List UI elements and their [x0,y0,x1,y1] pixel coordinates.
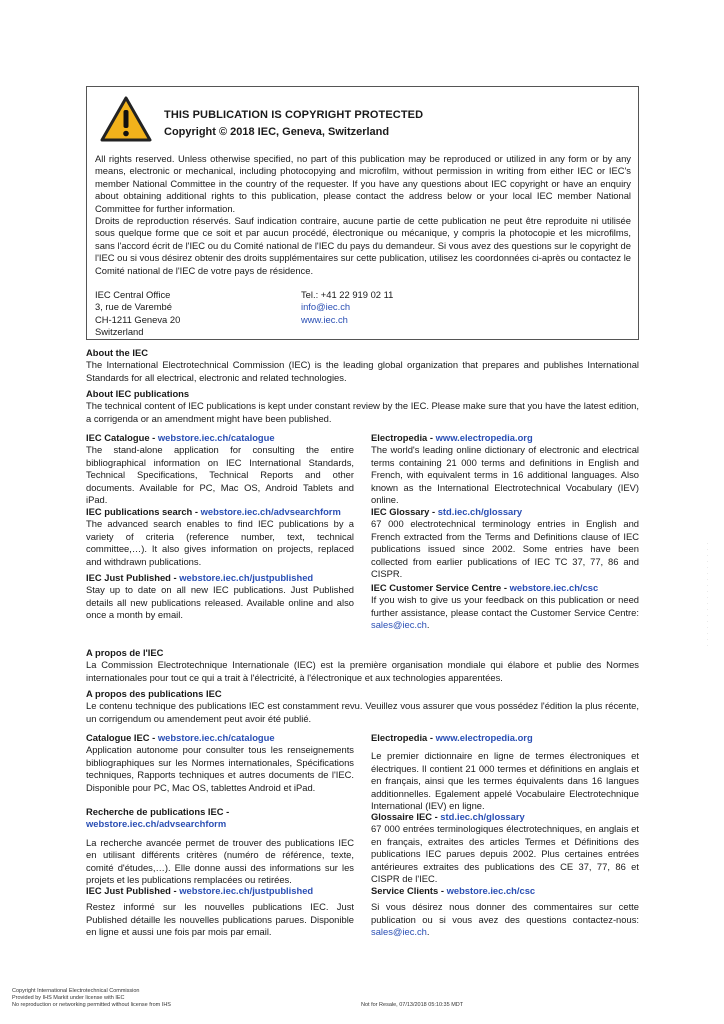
license-footer: Copyright International Electrotechnical Commission Provided by IHS Markit under license with IEC No reproduction or networking permitted without license from IHS [12,988,171,1008]
csc-link[interactable]: webstore.iec.ch/csc [509,582,599,593]
item-text: Le premier dictionnaire en ligne de termes électroniques et électriques. Il contient 21 000 termes et définitions en anglais et en français, ainsi que les termes équivalents dans 16 langues additionnelles. Egalement appelé Vocabulaire Electrotechnique International (IEV) en ligne. [371,750,639,812]
margin-marks: . . . . . . . . . . . . . . . . . . [707,540,709,648]
notice-title: THIS PUBLICATION IS COPYRIGHT PROTECTED [164,109,424,121]
item-text: The stand-alone application for consulting the entire bibliographical information on IEC International Standards, Technical Specifications, Technical Reports and other documents. Available for PC, Mac OS, Android Tablets and iPad. [86,444,354,506]
address-line: IEC Central Office [95,289,171,300]
resale-footer: Not for Resale, 07/13/2018 05:10:35 MDT [361,1002,464,1008]
section-text: Le contenu technique des publications IEC est constamment revu. Veuillez vous assurer que vous possédez l'édition la plus récente, un corrigendum ou amendement peut avoir été publié. [86,700,639,724]
item-heading: Service Clients - webstore.iec.ch/csc [371,885,536,896]
item-heading: IEC publications search - webstore.iec.ch/advsearchform [86,506,341,517]
electropedia-link[interactable]: www.electropedia.org [435,732,533,743]
notice-paragraph-en: All rights reserved. Unless otherwise specified, no part of this publication may be reproduced or utilized in any form or by any means, electronic or mechanical, including photocopying and microfilm, without permission in writing from either IEC or IEC's member National Committee in the country of the requester. If you have any questions about IEC copyright or have an enquiry about obtaining additional rights to this publication, please contact the address below or your local IEC member National Committee for further information. [95,153,631,214]
electropedia-en [371,432,639,506]
about-publications-fr [86,688,639,725]
item-text: The world's leading online dictionary of electronic and electrical terms containing 21 000 terms and definitions in English and French, with equivalent terms in 16 additional languages. Also known as the International Electrotechnical Vocabulary (IEV) online. [371,444,639,506]
email-link[interactable]: info@iec.ch [301,301,351,313]
advsearch-link[interactable]: webstore.iec.ch/advsearchform [86,818,227,830]
item-heading: IEC Catalogue - webstore.iec.ch/catalogue [86,432,275,443]
copyright-notice-box [86,86,639,340]
recherche-publications-fr [86,806,354,886]
item-heading: IEC Just Published - webstore.iec.ch/justpublished [86,572,314,583]
item-heading: IEC Glossary - std.iec.ch/glossary [371,506,523,517]
address-line: CH-1211 Geneva 20 [95,313,181,325]
about-iec-fr [86,647,639,684]
item-text: Application autonome pour consulter tous les renseignements bibliographiques sur les Normes internationales, Spécifications techniques, Rapports techniques et autres documents de l'IEC. Disponible pour PC, Mac OS, tablettes Android et iPad. [86,744,354,793]
section-heading: About IEC publications [86,388,190,399]
address-line: Switzerland [95,326,144,338]
csc-link[interactable]: webstore.iec.ch/csc [446,885,536,896]
notice-copyright: Copyright © 2018 IEC, Geneva, Switzerland [164,126,390,138]
item-text: 67 000 electrotechnical terminology entries in English and French extracted from the Terms and Definitions clause of IEC publications issued since 2002. Some entries have been collected from earlier publications of IEC TC 37, 77, 86 and CISPR. [371,518,639,580]
item-heading: Electropedia - www.electropedia.org [371,732,533,743]
iec-publications-search-en [86,506,354,568]
catalogue-iec-fr [86,732,354,794]
sales-email-link[interactable]: sales@iec.ch [371,619,427,631]
item-text: The advanced search enables to find IEC publications by a variety of criteria (reference number, text, technical committee,…). It also gives information on projects, replaced and withdrawn publications. [86,518,354,567]
iec-just-published-en [86,572,354,622]
advsearch-link[interactable]: webstore.iec.ch/advsearchform [200,506,341,517]
iec-customer-service-en [371,582,639,632]
item-text: 67 000 entrées terminologiques électrotechniques, en anglais et en français, extraites des articles Termes et Définitions des publications IEC parues depuis 2002. Plus certaines entrées antérieures extraites des publications des CE 37, 77, 86 et CISPR de l'IEC. [371,823,639,885]
section-text: The International Electrotechnical Commission (IEC) is the leading global organization that prepares and publishes International Standards for all electrical, electronic and related technologies. [86,359,639,383]
iec-just-published-fr [86,885,354,939]
warning-icon [100,95,152,143]
item-heading: IEC Just Published - webstore.iec.ch/justpublished [86,885,314,896]
address-line: 3, rue de Varembé [95,301,172,313]
item-text: Stay up to date on all new IEC publications. Just Published details all new publications released. Available online and also once a month by email. [86,584,354,621]
item-heading: Recherche de publications IEC - webstore.iec.ch/advsearchform [86,806,230,830]
about-iec-en [86,347,639,384]
notice-paragraph-fr: Droits de reproduction réservés. Sauf indication contraire, aucune partie de cette publication ne peut être reproduite ni utilisée sous quelque forme que ce soit et par aucun procédé, électronique ou mécanique, y compris la photocopie et les microfilms, sans l'accord écrit de l'IEC ou du Comité national de l'IEC du pays du demandeur. Si vous avez des questions sur le copyright de l'IEC ou si vous désirez obtenir des droits supplémentaires sur cette publication, utilisez les coordonnées ci-après ou contactez le Comité national de l'IEC de votre pays de résidence. [95,215,631,276]
item-text: Si vous désirez nous donner des commentaires sur cette publication ou si vous avez des questions contactez-nous: sales@iec.ch. [371,901,639,938]
item-heading: Glossaire IEC - std.iec.ch/glossary [371,811,525,822]
section-heading: A propos des publications IEC [86,688,222,699]
electropedia-link[interactable]: www.electropedia.org [435,432,533,443]
sales-email-link[interactable]: sales@iec.ch [371,926,427,938]
website-link[interactable]: www.iec.ch [301,313,348,325]
item-text: If you wish to give us your feedback on this publication or need further assistance, please contact the Customer Service Centre: sales@iec.ch. [371,594,639,631]
glossary-link[interactable]: std.iec.ch/glossary [437,506,523,517]
section-text: La Commission Electrotechnique Internationale (IEC) est la première organisation mondiale qui élabore et publie des Normes internationales pour tout ce qui a trait à l'électricité, à l'électronique et aux technologies apparentées. [86,659,639,683]
section-heading: A propos de l'IEC [86,647,164,658]
item-heading: IEC Customer Service Centre - webstore.iec.ch/csc [371,582,599,593]
iec-glossary-en [371,506,639,580]
justpublished-link[interactable]: webstore.iec.ch/justpublished [179,572,314,583]
office-address [95,289,295,339]
electropedia-fr [371,732,639,812]
catalogue-link[interactable]: webstore.iec.ch/catalogue [157,732,275,743]
glossary-link[interactable]: std.iec.ch/glossary [440,811,525,822]
item-text: La recherche avancée permet de trouver des publications IEC en utilisant différents critères (numéro de référence, texte, comité d'études,…). Elle donne aussi des informations sur les projets et les publications remplacées ou retirées. [86,836,354,886]
telephone: Tel.: +41 22 919 02 11 [301,289,394,300]
justpublished-link[interactable]: webstore.iec.ch/justpublished [179,885,314,896]
office-contact [301,289,501,326]
about-publications-en [86,388,639,425]
section-heading: About the IEC [86,347,148,358]
service-clients-fr [371,885,639,939]
catalogue-link[interactable]: webstore.iec.ch/catalogue [157,432,275,443]
iec-catalogue-en [86,432,354,506]
item-heading: Electropedia - www.electropedia.org [371,432,533,443]
item-heading: Catalogue IEC - webstore.iec.ch/catalogue [86,732,275,743]
item-text: Restez informé sur les nouvelles publications IEC. Just Published détaille les nouvelles publications parues. Disponible en ligne et aussi une fois par mois par email. [86,901,354,938]
section-text: The technical content of IEC publications is kept under constant review by the IEC. Please make sure that you have the latest edition, a corrigenda or an amendment might have been published. [86,400,639,424]
glossaire-iec-fr [371,811,639,885]
